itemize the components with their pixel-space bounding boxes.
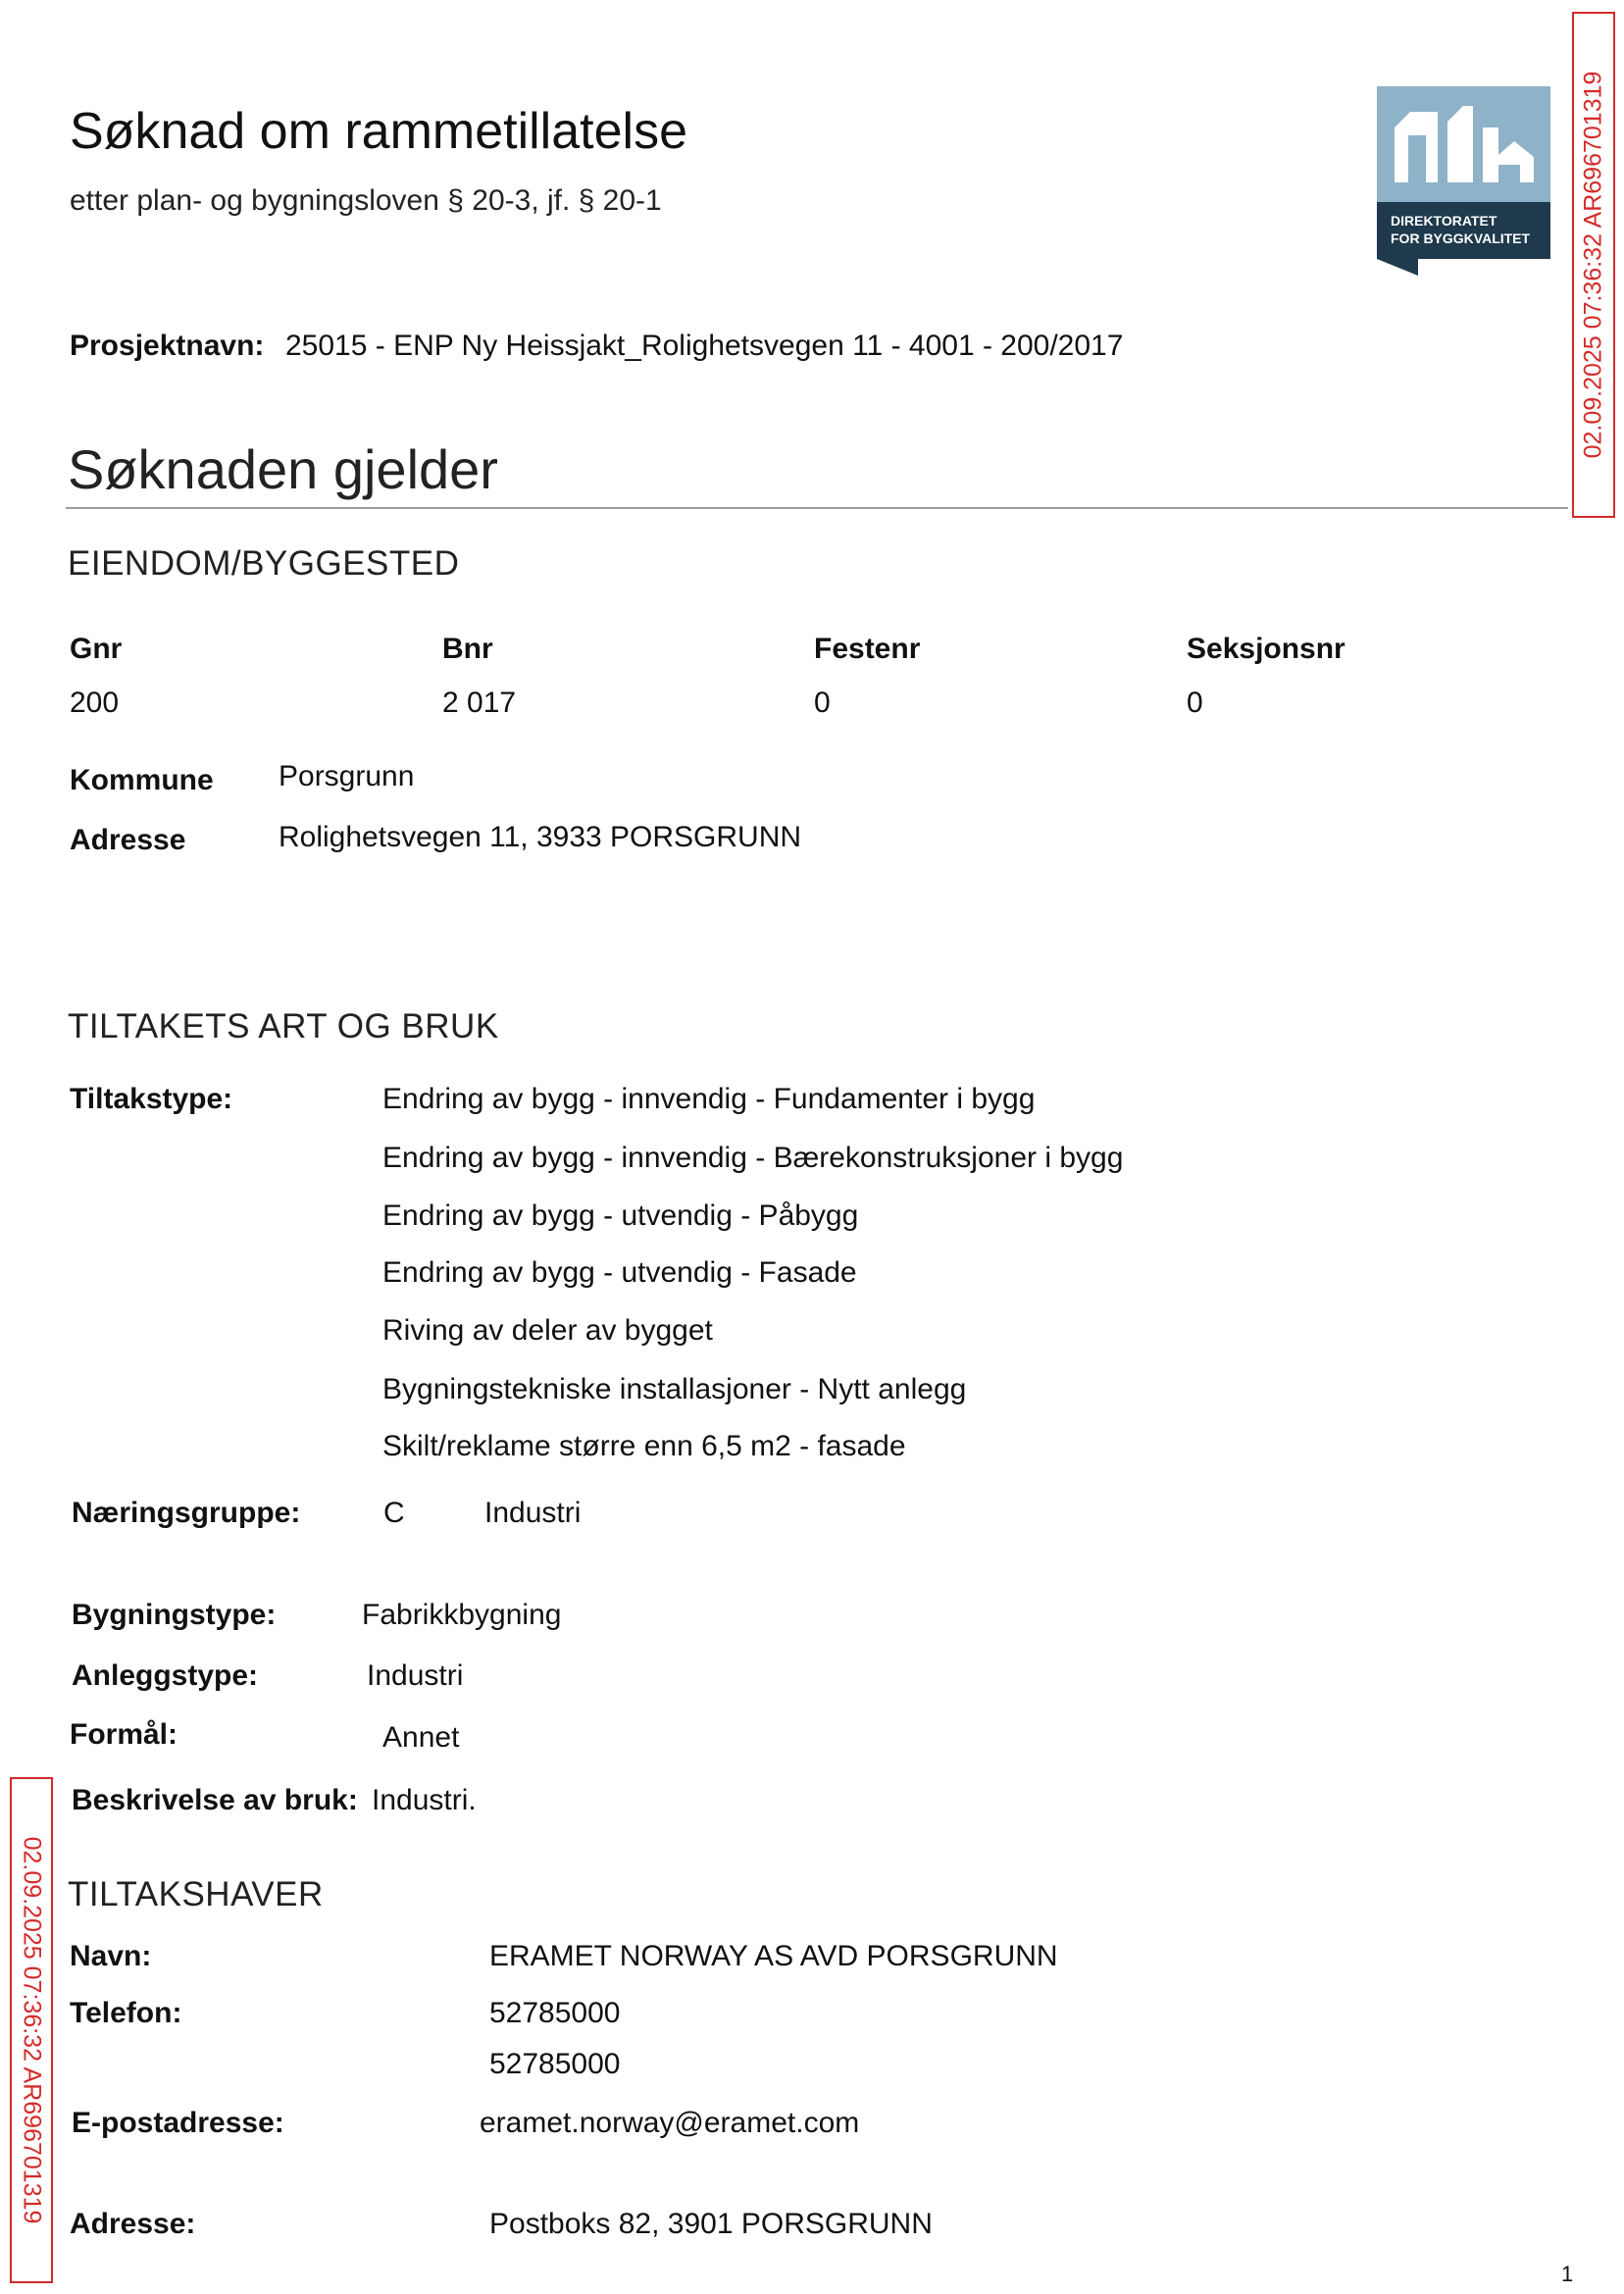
- usage-value: Industri.: [372, 1784, 477, 1816]
- facility-type-value: Industri: [367, 1659, 464, 1692]
- seksjonsnr-value: 0: [1187, 687, 1203, 719]
- applicant-address-label: Adresse:: [70, 2208, 196, 2240]
- festenr-label: Festenr: [814, 633, 921, 665]
- municipality-label: Kommune: [70, 764, 214, 796]
- receipt-stamp-right: [1572, 12, 1615, 518]
- gnr-value: 200: [70, 687, 120, 719]
- logo-line-2: FOR BYGGKVALITET: [1391, 230, 1531, 246]
- bnr-value: 2 017: [442, 687, 517, 719]
- measure-type-item: Skilt/reklame større enn 6,5 m2 - fasade: [382, 1430, 906, 1462]
- page-number: 1: [1561, 2262, 1574, 2286]
- measure-type-item: Endring av bygg - utvendig - Fasade: [382, 1256, 857, 1289]
- property-address-label: Adresse: [70, 824, 186, 856]
- facility-type-label: Anleggstype:: [72, 1659, 259, 1692]
- applicant-email-label: E-postadresse:: [72, 2107, 284, 2139]
- measure-type-label: Tiltakstype:: [70, 1083, 233, 1115]
- project-label: Prosjektnavn:: [70, 330, 265, 362]
- building-type-label: Bygningstype:: [72, 1599, 277, 1631]
- building-type-value: Fabrikkbygning: [362, 1599, 562, 1631]
- bnr-label: Bnr: [442, 633, 493, 665]
- measure-type-item: Riving av deler av bygget: [382, 1314, 713, 1347]
- applicant-name-label: Navn:: [70, 1940, 152, 1972]
- measure-type-item: Bygningstekniske installasjoner - Nytt anlegg: [382, 1373, 967, 1405]
- applicant-name-value: ERAMET NORWAY AS AVD PORSGRUNN: [489, 1940, 1058, 1972]
- measure-heading: TILTAKETS ART OG BRUK: [68, 1007, 499, 1045]
- applicant-address-value: Postboks 82, 3901 PORSGRUNN: [489, 2208, 933, 2240]
- usage-label: Beskrivelse av bruk:: [72, 1784, 358, 1816]
- dibk-logo: [1377, 86, 1550, 276]
- stamp-text: 02.09.2025 07:36:32 AR696701319: [18, 1836, 46, 2224]
- applicant-email-value[interactable]: eramet.norway@eramet.com: [480, 2107, 860, 2139]
- document-subtitle: etter plan- og bygningsloven § 20-3, jf. § 20-1: [70, 184, 662, 217]
- project-name: 25015 - ENP Ny Heissjakt_Rolighetsvegen 11 - 4001 - 200/2017: [285, 330, 1124, 362]
- receipt-stamp-left: [10, 1777, 53, 2283]
- industry-label: Næringsgruppe:: [72, 1497, 301, 1529]
- seksjonsnr-label: Seksjonsnr: [1187, 633, 1345, 665]
- measure-type-item: Endring av bygg - innvendig - Bærekonstruksjoner i bygg: [382, 1142, 1124, 1174]
- measure-type-item: Endring av bygg - innvendig - Fundamenter i bygg: [382, 1083, 1036, 1115]
- stamp-text: 02.09.2025 07:36:32 AR696701319: [1579, 71, 1607, 459]
- applicant-heading: TILTAKSHAVER: [68, 1875, 324, 1913]
- festenr-value: 0: [814, 687, 831, 719]
- industry-code: C: [383, 1497, 405, 1529]
- property-address-value: Rolighetsvegen 11, 3933 PORSGRUNN: [279, 821, 802, 853]
- property-heading: EIENDOM/BYGGESTED: [68, 544, 460, 583]
- logo-line-1: DIREKTORATET: [1391, 213, 1497, 229]
- applicant-phone-label: Telefon:: [70, 1997, 182, 2029]
- municipality-value: Porsgrunn: [279, 760, 415, 792]
- measure-type-item: Endring av bygg - utvendig - Påbygg: [382, 1199, 859, 1232]
- section-divider: [66, 507, 1568, 509]
- applicant-phone-value: 52785000: [489, 1997, 621, 2029]
- applicant-phone-value-2: 52785000: [489, 2048, 621, 2080]
- purpose-label: Formål:: [70, 1718, 178, 1751]
- section-heading: Søknaden gjelder: [68, 438, 498, 500]
- industry-name: Industri: [484, 1497, 582, 1529]
- document-title: Søknad om rammetillatelse: [70, 103, 687, 160]
- purpose-value: Annet: [382, 1721, 460, 1754]
- gnr-label: Gnr: [70, 633, 123, 665]
